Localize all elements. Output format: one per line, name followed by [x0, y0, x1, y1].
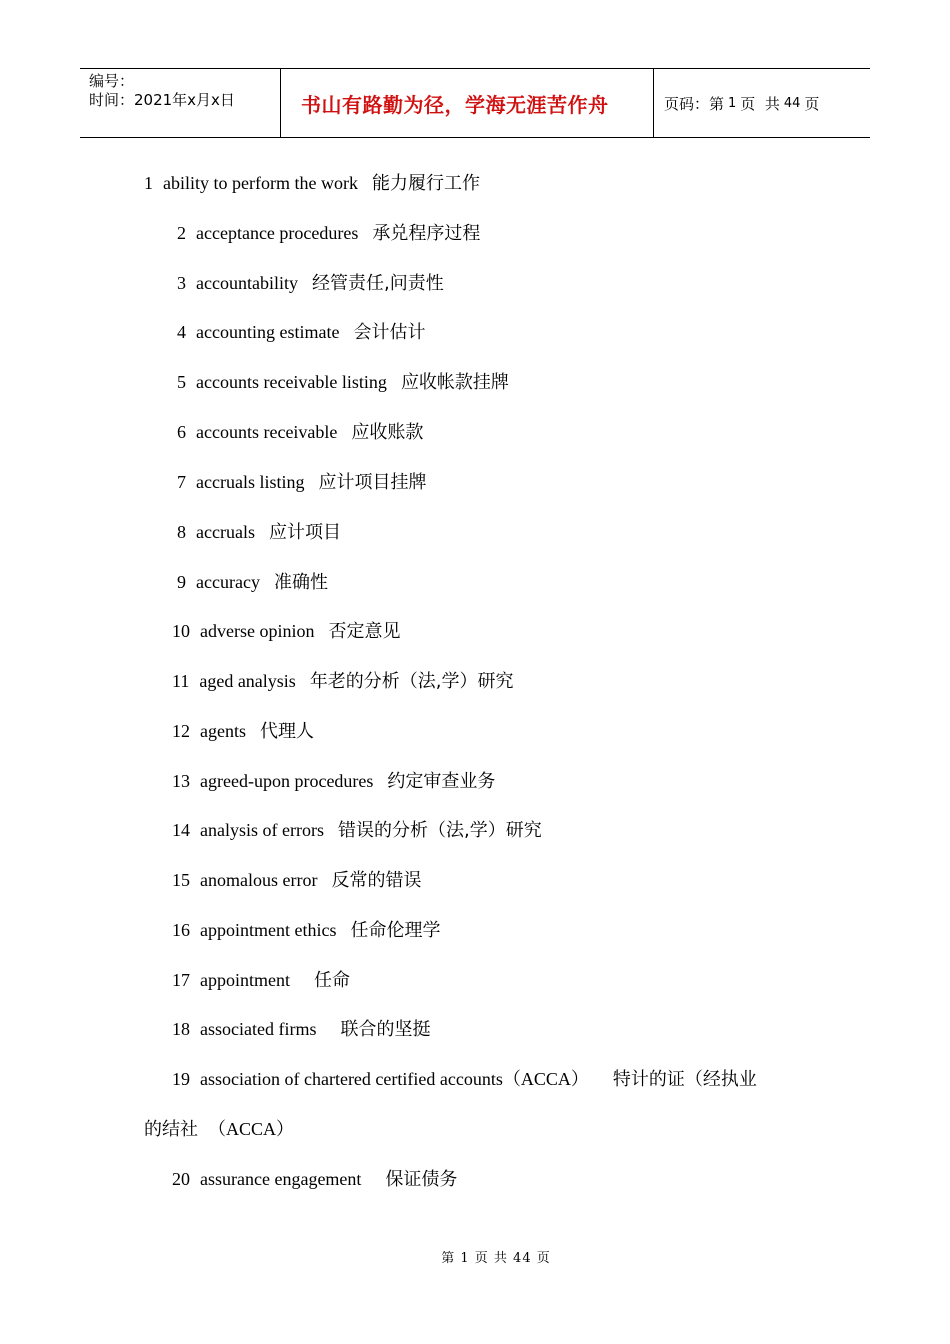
entry-number: 5: [177, 372, 186, 392]
header-meta: [80, 69, 281, 137]
list-item: [172, 1018, 430, 1041]
entry-number: 1: [144, 173, 153, 193]
page-total: 44: [783, 95, 801, 111]
entry-chinese: 错误的分析（法,学）研究: [337, 820, 542, 841]
entry-english: accounts receivable listing: [196, 372, 387, 392]
entry-english: accounting estimate: [196, 322, 340, 342]
entry-number: 19: [172, 1069, 190, 1089]
entry-number: 12: [172, 721, 190, 741]
entry-number: 11: [172, 671, 190, 691]
header-motto: [281, 69, 654, 137]
entry-chinese: 保证债务: [385, 1169, 458, 1190]
page-suffix: 页: [804, 94, 820, 113]
entry-english: accountability: [196, 273, 298, 293]
page-prefix: 页码：第: [664, 94, 725, 113]
list-item: [177, 521, 341, 544]
list-item: [172, 1068, 757, 1091]
entry-english: agreed-upon procedures: [200, 771, 374, 791]
page-footer: [0, 1247, 950, 1266]
list-item: [172, 819, 542, 842]
entry-english: accuracy: [196, 572, 260, 592]
entry-chinese: 准确性: [273, 572, 328, 593]
entry-number: 10: [172, 621, 190, 641]
entry-english: assurance engagement: [200, 1169, 362, 1189]
entry-number: 4: [177, 322, 186, 342]
entry-number: 6: [177, 422, 186, 442]
entry-chinese: 联合的坚挺: [340, 1019, 431, 1040]
list-item: [177, 421, 423, 444]
entry-number: 13: [172, 771, 190, 791]
footer-page-number: 第 1 页 共 44 页: [441, 1251, 551, 1266]
entry-number: 2: [177, 223, 186, 243]
list-item: [177, 222, 480, 245]
entry-number: 7: [177, 472, 186, 492]
entry-chinese: 承兑程序过程: [372, 223, 481, 244]
entry-number: 18: [172, 1019, 190, 1039]
entry-english: appointment: [200, 970, 290, 990]
entry-english: ability to perform the work: [163, 173, 358, 193]
list-item: [172, 869, 421, 892]
entry-english: appointment ethics: [200, 920, 337, 940]
page-header: [80, 68, 870, 138]
entry-chinese: 任命伦理学: [350, 920, 441, 941]
list-item: [172, 620, 400, 643]
entry-number: 15: [172, 870, 190, 890]
list-item: [177, 371, 509, 394]
entry-chinese: 应计项目挂牌: [318, 472, 427, 493]
entry-number: 8: [177, 522, 186, 542]
entry-english-continuation: （ACCA）: [208, 1119, 295, 1139]
entry-english: aged analysis: [199, 671, 296, 691]
list-item: [172, 969, 350, 992]
entry-english: accruals listing: [196, 472, 305, 492]
page-mid: 页 共: [740, 94, 780, 113]
entry-english: agents: [200, 721, 246, 741]
entry-chinese: 经管责任,问责性: [311, 273, 444, 294]
entry-english: associated firms: [200, 1019, 317, 1039]
header-page-info: [654, 69, 870, 137]
entry-chinese: 应收账款: [351, 422, 424, 443]
entry-english: accruals: [196, 522, 255, 542]
entry-chinese: 应收帐款挂牌: [400, 372, 509, 393]
list-item: [172, 1168, 457, 1191]
list-item: [144, 172, 480, 195]
entry-english: association of chartered certified accounts（ACCA）: [200, 1069, 589, 1089]
entry-english: anomalous error: [200, 870, 318, 890]
entry-english: analysis of errors: [200, 820, 324, 840]
entry-english: accounts receivable: [196, 422, 338, 442]
entry-number: 14: [172, 820, 190, 840]
entry-chinese: 年老的分析（法,学）研究: [309, 671, 514, 692]
entry-chinese: 代理人: [259, 721, 314, 742]
entry-chinese: 特计的证（经执业: [612, 1069, 757, 1090]
list-item: [172, 770, 495, 793]
page-current: 1: [728, 95, 737, 111]
entry-chinese: 会计估计: [353, 322, 426, 343]
entry-english: acceptance procedures: [196, 223, 359, 243]
list-item: [177, 272, 444, 295]
entry-chinese: 应计项目: [268, 522, 341, 543]
list-item: [172, 720, 314, 743]
serial-label: 编号：: [89, 72, 135, 90]
list-item: [172, 919, 440, 942]
list-item: [177, 321, 425, 344]
entry-chinese-continuation: 的结社: [144, 1119, 198, 1140]
entry-number: 16: [172, 920, 190, 940]
entry-number: 9: [177, 572, 186, 592]
list-item: [177, 571, 328, 594]
entry-chinese: 能力履行工作: [371, 173, 480, 194]
entry-chinese: 约定审查业务: [387, 771, 496, 792]
motto-text: 书山有路勤为径，学海无涯苦作舟: [301, 92, 609, 117]
list-item-continuation: [144, 1118, 294, 1141]
entry-chinese: 否定意见: [328, 621, 401, 642]
entry-english: adverse opinion: [200, 621, 315, 641]
list-item: [177, 471, 426, 494]
entry-chinese: 反常的错误: [331, 870, 422, 891]
entry-number: 3: [177, 273, 186, 293]
time-label: 时间：2021年x月x日: [89, 91, 235, 109]
entry-number: 20: [172, 1169, 190, 1189]
list-item: [172, 670, 514, 693]
entry-chinese: 任命: [313, 970, 350, 991]
entry-number: 17: [172, 970, 190, 990]
